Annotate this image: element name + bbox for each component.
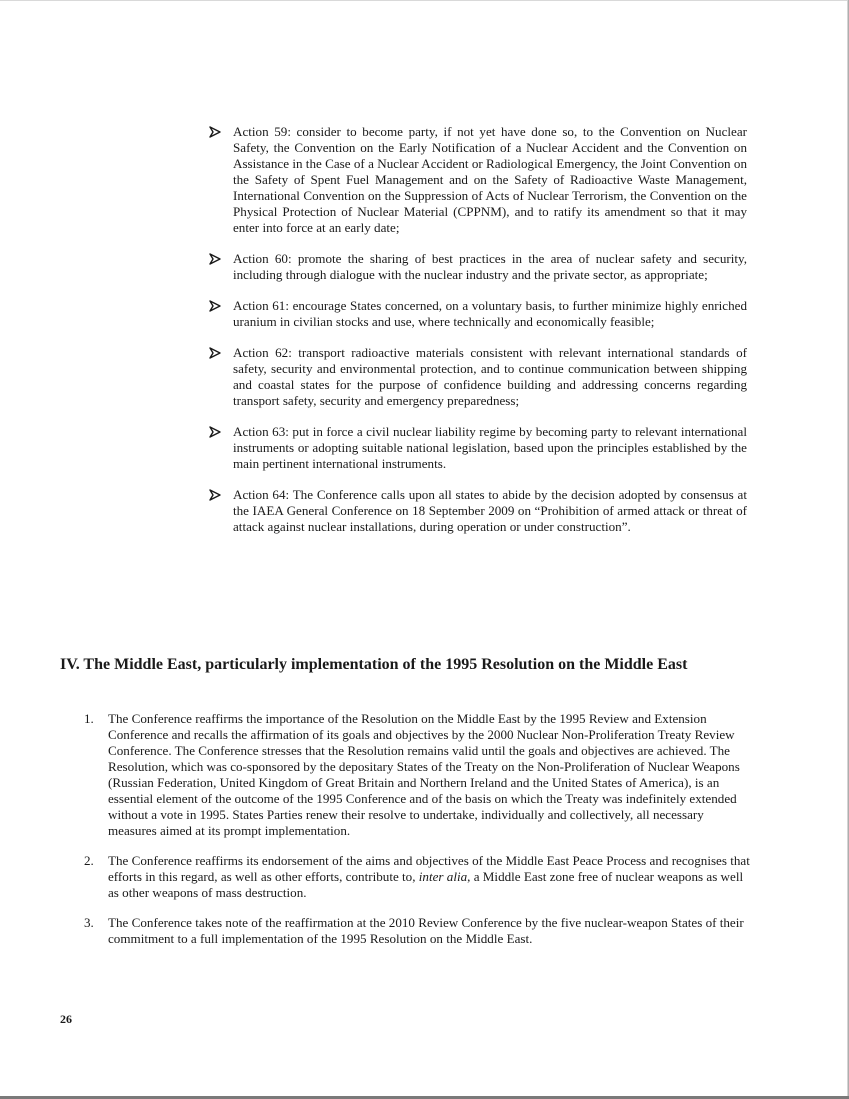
paragraph-text: [108, 853, 750, 900]
arrowhead-bullet-icon: [207, 298, 223, 314]
action-item: [207, 487, 747, 535]
numbered-paragraph: [60, 853, 750, 901]
arrowhead-bullet-icon: [207, 124, 223, 140]
paragraph-text: The Conference reaffirms the importance of the Resolution on the Middle East by the 1995 Review and Extension Conference and recalls the affirmation of its goals and objectives by the 2000 Nuclear Non-Proliferation Treaty Review Conference. The Conference stresses that the Resolution remains valid until the goals and objectives are achieved. The Resolution, which was co-sponsored by the depositary States of the Treaty on the Non-Proliferation of Nuclear Weapons (Russian Federation, United Kingdom of Great Britain and Northern Ireland and the United States of America), is an essential element of the outcome of the 1995 Conference and of the basis on which the Treaty was indefinitely extended without a vote in 1995. States Parties renew their resolve to undertake, individually and collectively, all necessary measures aimed at its prompt implementation.: [108, 711, 740, 838]
action-list: [207, 124, 747, 550]
action-item: [207, 124, 747, 236]
paragraph-text-before: The Conference reaffirms its endorsement of the aims and objectives of the Middle East Peace Process and recognises that efforts in this regard, as well as other efforts, contribute to,: [108, 853, 750, 884]
numbered-paragraph-list: [60, 711, 750, 961]
numbered-paragraph: [60, 915, 750, 947]
action-text: Action 64: The Conference calls upon all states to abide by the decision adopted by consensus at the IAEA General Conference on 18 September 2009 on “Prohibition of armed attack or threat of attack against nuclear installations, during operation or under construction”.: [233, 487, 747, 534]
action-item: [207, 424, 747, 472]
action-item: [207, 345, 747, 409]
numbered-paragraph: [60, 711, 750, 839]
paragraph-number: 2.: [84, 853, 94, 868]
paragraph-text: The Conference takes note of the reaffirmation at the 2010 Review Conference by the five nuclear-weapon States of their commitment to a full implementation of the 1995 Resolution on the Middle East.: [108, 915, 744, 946]
action-text: Action 62: transport radioactive materials consistent with relevant international standards of safety, security and environmental protection, and to continue communication between shipping and coastal states for the purpose of confidence building and addressing concerns regarding transport safety, security and emergency preparedness;: [233, 345, 747, 408]
action-text: Action 61: encourage States concerned, on a voluntary basis, to further minimize highly enriched uranium in civilian stocks and use, where technically and economically feasible;: [233, 298, 747, 329]
arrowhead-bullet-icon: [207, 251, 223, 267]
action-item: [207, 251, 747, 283]
page-number: 26: [60, 1012, 72, 1026]
action-item: [207, 298, 747, 330]
action-text: Action 60: promote the sharing of best practices in the area of nuclear safety and security, including through dialogue with the nuclear industry and the private sector, as appropriate;: [233, 251, 747, 282]
action-text: Action 63: put in force a civil nuclear liability regime by becoming party to relevant international instruments or adopting suitable national legislation, based upon the principles established by the main pertinent international instruments.: [233, 424, 747, 471]
arrowhead-bullet-icon: [207, 345, 223, 361]
action-text: Action 59: consider to become party, if not yet have done so, to the Convention on Nuclear Safety, the Convention on the Early Notification of a Nuclear Accident and the Convention on Assistance in the Case of a Nuclear Accident or Radiological Emergency, the Joint Convention on the Safety of Spent Fuel Management and on the Safety of Radioactive Waste Management, International Convention on the Suppression of Acts of Nuclear Terrorism, the Convention on the Physical Protection of Nuclear Material (CPPNM), and to ratify its amendment so that it may enter into force at an early date;: [233, 124, 747, 235]
scan-edge-top: [0, 0, 849, 1]
paragraph-text-italic: inter alia: [418, 869, 468, 884]
paragraph-number: 3.: [84, 915, 94, 930]
arrowhead-bullet-icon: [207, 424, 223, 440]
paragraph-text-after: , a Middle East zone free of nuclear weapons as well as other weapons of mass destruction.: [108, 869, 744, 900]
arrowhead-bullet-icon: [207, 487, 223, 503]
paragraph-number: 1.: [84, 711, 94, 726]
section-heading: IV. The Middle East, particularly implementation of the 1995 Resolution on the Middle East: [60, 656, 688, 673]
